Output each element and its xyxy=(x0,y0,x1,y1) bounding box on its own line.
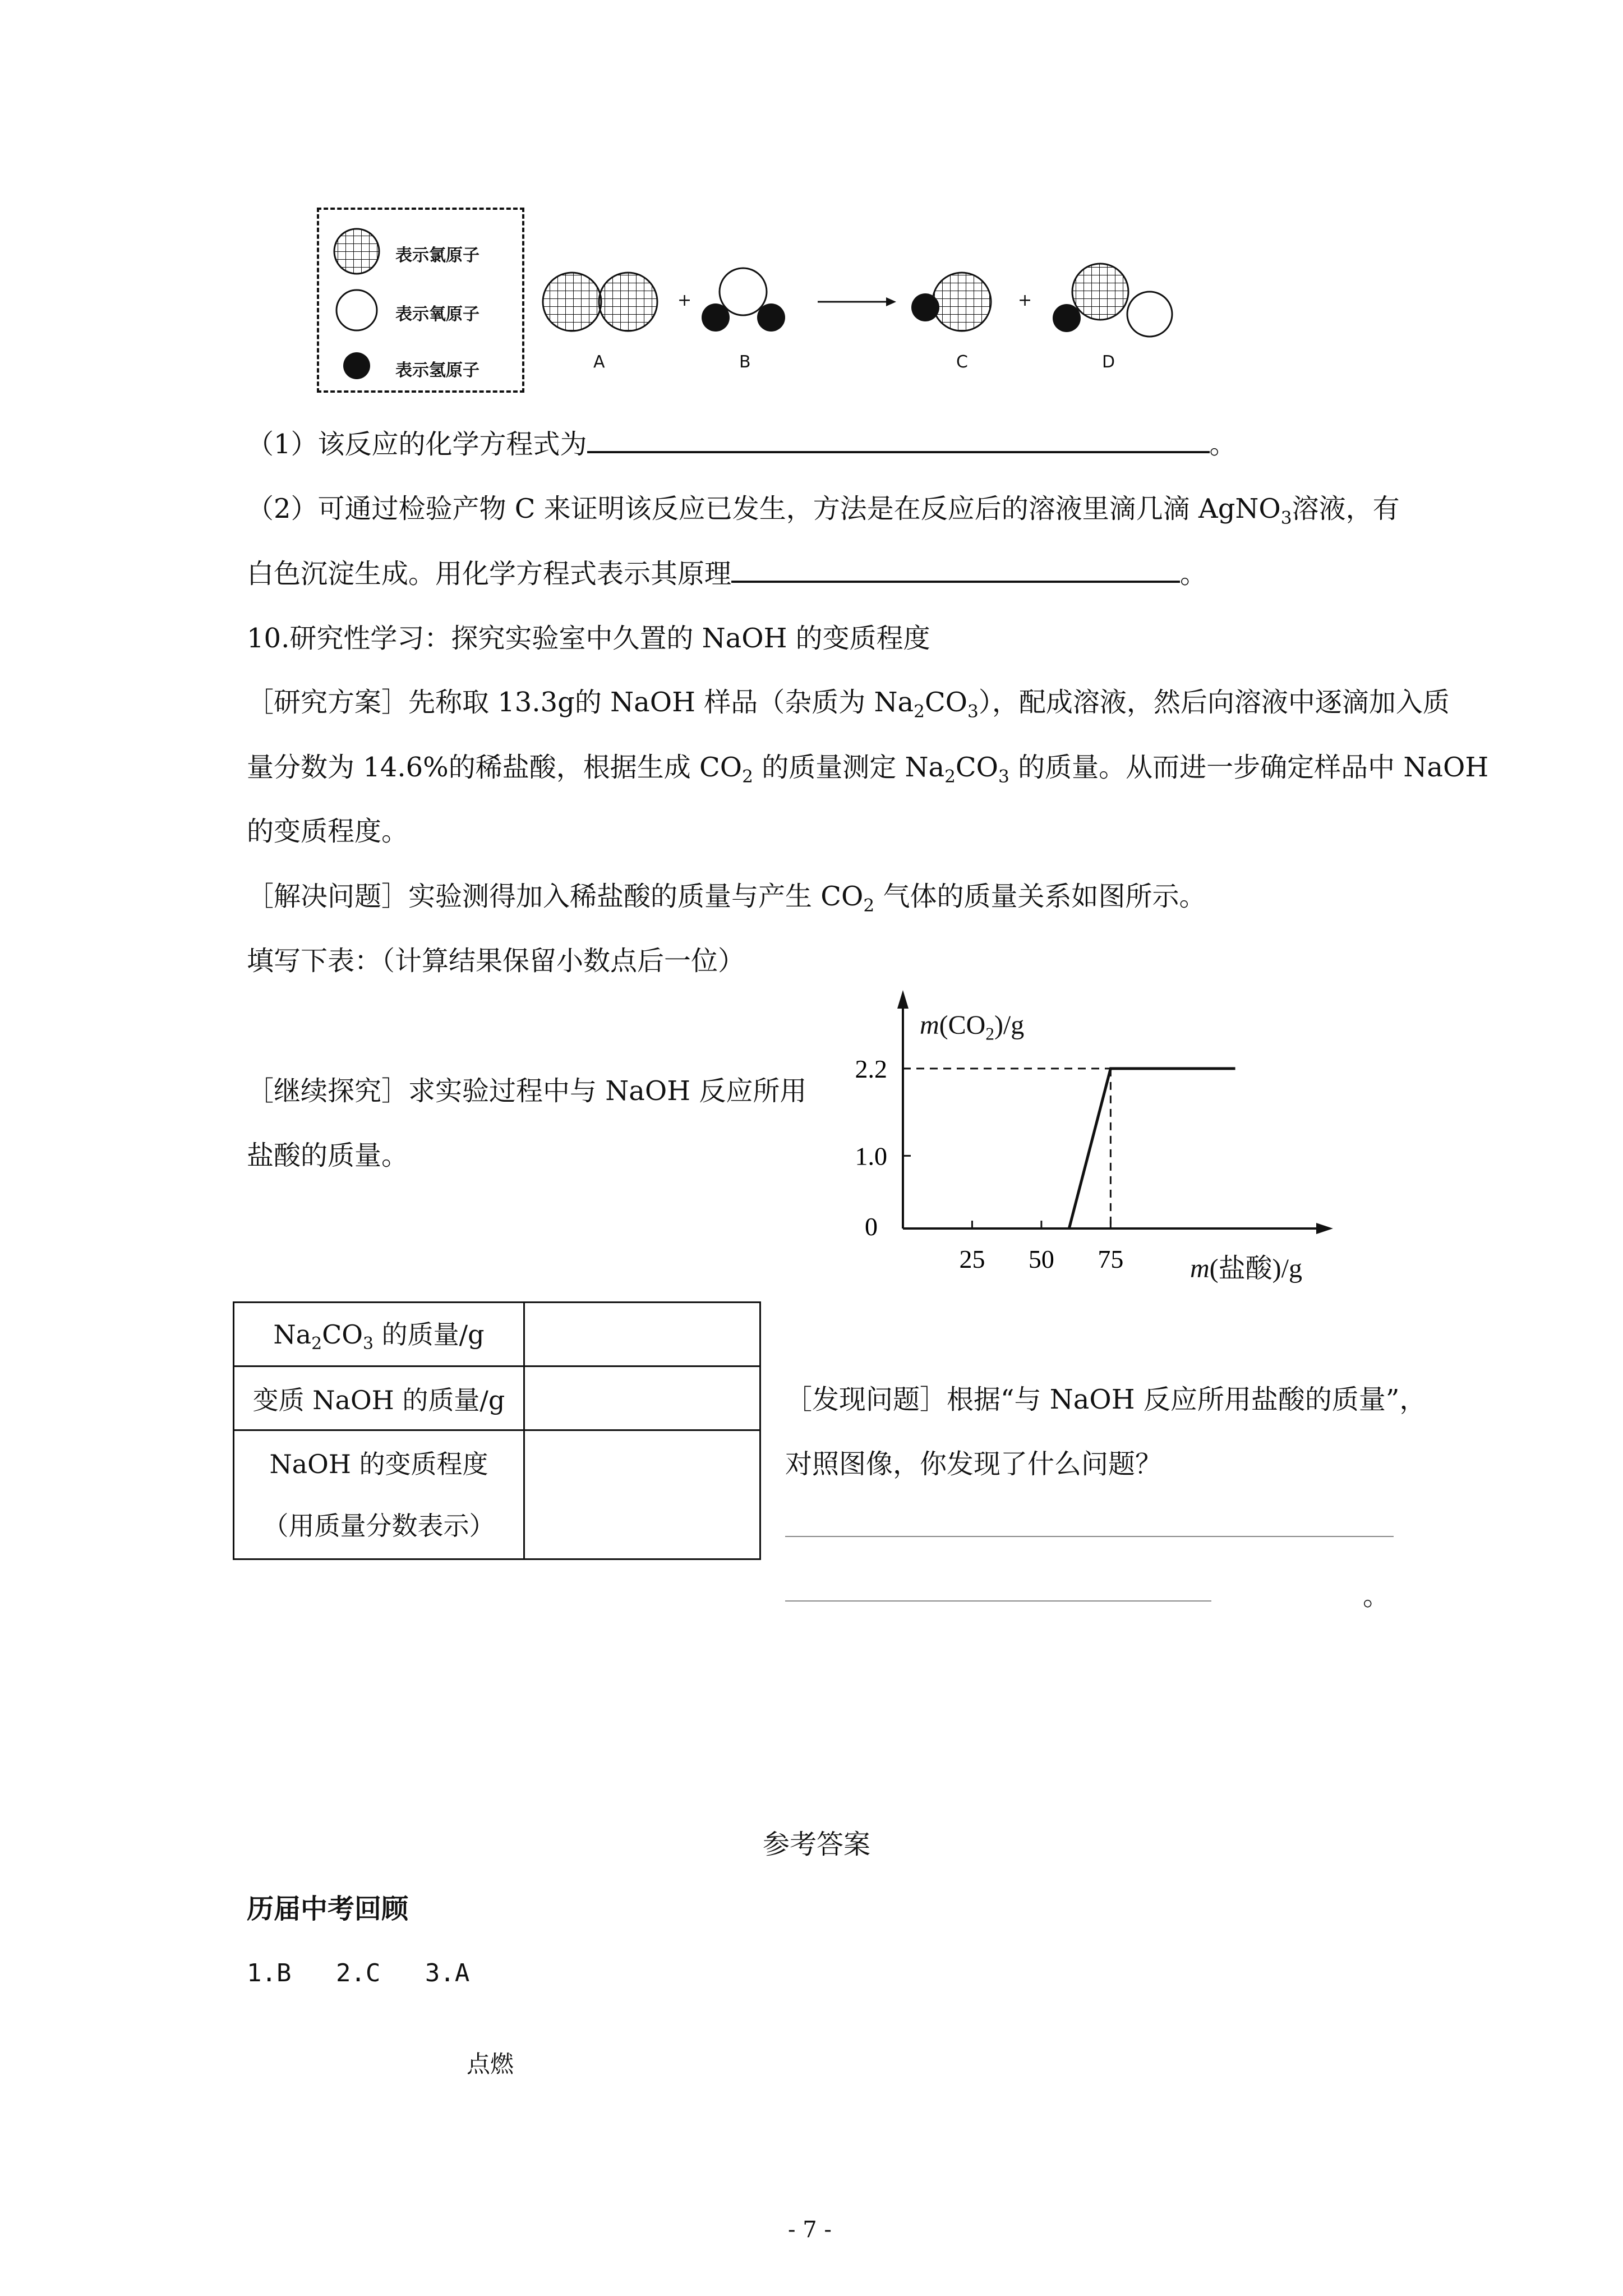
q10-plan-line3: 的变质程度。 xyxy=(247,816,409,847)
reaction-diagram xyxy=(0,0,1623,404)
discover-answer-line-2[interactable] xyxy=(785,1600,1211,1602)
co2-series-line xyxy=(1069,1069,1235,1228)
discover-line2: 对照图像，你发现了什么问题？ xyxy=(785,1448,1163,1480)
plan-l1-c: ），配成溶液，然后向溶液中逐滴加入质 xyxy=(978,687,1450,718)
question-2-line1 xyxy=(247,492,1400,535)
q10-continue-line1: ［继续探究］求实验过程中与 NaOH 反应所用 xyxy=(247,1075,807,1107)
plan-l2-sub2: 2 xyxy=(944,766,956,787)
solve-a: ［解决问题］实验测得加入稀盐酸的质量与产生 CO xyxy=(247,881,864,912)
y-axis-arrow-icon xyxy=(897,990,909,1009)
plan-l1-a: ［研究方案］先称取 13.3g的 NaOH 样品（杂质为 Na xyxy=(247,687,914,718)
answers-list: 1.B 2.C 3.A xyxy=(247,1959,470,1987)
q10-fill-instruction: 填写下表：（计算结果保留小数点后一位） xyxy=(247,945,745,977)
answer-table xyxy=(233,1301,761,1560)
y-tick-label: 1.0 xyxy=(855,1142,887,1171)
xlabel-rest: (盐酸)/g xyxy=(1209,1254,1302,1283)
q2-suffix: 。 xyxy=(1180,558,1207,590)
chart-ylabel xyxy=(920,1010,1024,1045)
legend-chlorine-label: 表示氯原子 xyxy=(395,246,479,265)
molecule-d-h xyxy=(1053,304,1081,332)
row1-b: CO xyxy=(322,1319,363,1350)
q2-line2-text: 白色沉淀生成。用化学方程式表示其原理 xyxy=(247,558,732,590)
molecule-b-o xyxy=(720,268,767,315)
q10-plan-line1 xyxy=(247,685,1450,729)
discover-answer-line-1[interactable] xyxy=(785,1536,1394,1537)
xlabel-m: m xyxy=(1190,1254,1210,1283)
q2-answer-blank[interactable] xyxy=(731,581,1180,583)
row3-l2: （用质量分数表示） xyxy=(262,1510,495,1541)
label-b: B xyxy=(739,352,751,372)
answers-section: 历届中考回顾 xyxy=(247,1893,409,1925)
page-number: - 7 - xyxy=(788,2217,832,2243)
question-1 xyxy=(247,427,1237,461)
q1-answer-blank[interactable] xyxy=(587,451,1210,453)
q10-solve xyxy=(247,880,1206,923)
plan-l2-sub3: 3 xyxy=(998,766,1009,787)
legend-oxygen-label: 表示氧原子 xyxy=(395,305,479,324)
chart-xlabel xyxy=(1190,1246,1302,1285)
q10-plan-line2 xyxy=(247,751,1488,794)
y-tick-label: 2.2 xyxy=(855,1054,887,1083)
table-label-na2co3 xyxy=(234,1303,524,1366)
row1-c: 的质量/g xyxy=(374,1319,485,1350)
plan-l2-c: CO xyxy=(955,752,998,783)
q1-suffix: 。 xyxy=(1209,429,1237,460)
molecule-b-h2 xyxy=(757,303,785,332)
plus-sign-1: + xyxy=(677,291,692,310)
x-tick-label: 75 xyxy=(1098,1245,1124,1273)
answers-heading: 参考答案 xyxy=(763,1829,871,1860)
q2-text-a: （2）可通过检验产物 C 来证明该反应已发生，方法是在反应后的溶液里滴几滴 AgNO xyxy=(247,493,1281,524)
ylabel-rest: (CO xyxy=(939,1010,986,1040)
legend-hydrogen-label: 表示氢原子 xyxy=(395,361,479,380)
discover-end: 。 xyxy=(1363,1580,1390,1612)
ylabel-m: m xyxy=(920,1010,939,1040)
q2-text-b: 溶液，有 xyxy=(1292,493,1400,524)
table-row xyxy=(234,1430,760,1559)
label-d: D xyxy=(1102,352,1115,372)
q1-prefix: （1）该反应的化学方程式为 xyxy=(247,429,587,460)
plan-l2-a: 量分数为 14.6%的稀盐酸，根据生成 CO xyxy=(247,752,743,783)
row1-a: Na xyxy=(273,1319,312,1350)
table-label-spoiled-naoh: 变质 NaOH 的质量/g xyxy=(234,1366,524,1430)
plan-l1-b: CO xyxy=(924,687,968,718)
plan-l2-d: 的质量。从而进一步确定样品中 NaOH xyxy=(1009,752,1489,783)
molecule-a-cl1 xyxy=(543,273,601,331)
plus-sign-2: + xyxy=(1018,291,1032,310)
question-2-line2 xyxy=(247,557,1207,591)
chlorine-atom-icon xyxy=(334,229,379,274)
table-answer-cell-3[interactable] xyxy=(524,1430,760,1559)
x-axis-arrow-icon xyxy=(1316,1223,1333,1234)
plan-l2-b: 的质量测定 Na xyxy=(753,752,945,783)
molecule-b-h1 xyxy=(702,303,730,332)
x-tick-label: 50 xyxy=(1028,1245,1054,1273)
q10-continue-line2: 盐酸的质量。 xyxy=(247,1140,409,1171)
label-a: A xyxy=(593,352,605,372)
table-label-degree xyxy=(234,1430,524,1559)
oxygen-atom-icon xyxy=(336,290,377,330)
row1-sub2: 3 xyxy=(363,1334,374,1354)
molecule-d-o xyxy=(1127,292,1172,337)
ylabel-sub: 2 xyxy=(985,1024,994,1044)
molecule-a-cl2 xyxy=(599,273,657,331)
q10-title: 10.研究性学习：探究实验室中久置的 NaOH 的变质程度 xyxy=(247,623,930,654)
origin-label: 0 xyxy=(865,1212,878,1241)
solve-b: 气体的质量关系如图所示。 xyxy=(874,881,1206,912)
table-answer-cell-1[interactable] xyxy=(524,1303,760,1366)
ylabel-end: )/g xyxy=(994,1010,1025,1040)
reaction-arrow-icon xyxy=(886,297,896,306)
q2-sub: 3 xyxy=(1280,508,1292,528)
molecule-c-cl xyxy=(933,273,991,331)
table-row xyxy=(234,1366,760,1430)
hydrogen-atom-icon xyxy=(343,352,370,379)
solve-sub: 2 xyxy=(863,895,875,916)
discover-line1: ［发现问题］根据“与 NaOH 反应所用盐酸的质量”， xyxy=(785,1384,1427,1415)
molecule-d-cl xyxy=(1072,264,1128,320)
row3-l1: NaOH 的变质程度 xyxy=(269,1448,488,1479)
plan-l1-sub2: 3 xyxy=(967,701,979,722)
x-tick-label: 25 xyxy=(959,1245,985,1273)
label-c: C xyxy=(956,352,968,372)
plan-l2-sub1: 2 xyxy=(742,766,753,787)
row1-sub1: 2 xyxy=(311,1334,322,1354)
ignite-label: 点燃 xyxy=(467,2050,514,2078)
table-answer-cell-2[interactable] xyxy=(524,1366,760,1430)
table-row xyxy=(234,1303,760,1366)
plan-l1-sub1: 2 xyxy=(914,701,925,722)
